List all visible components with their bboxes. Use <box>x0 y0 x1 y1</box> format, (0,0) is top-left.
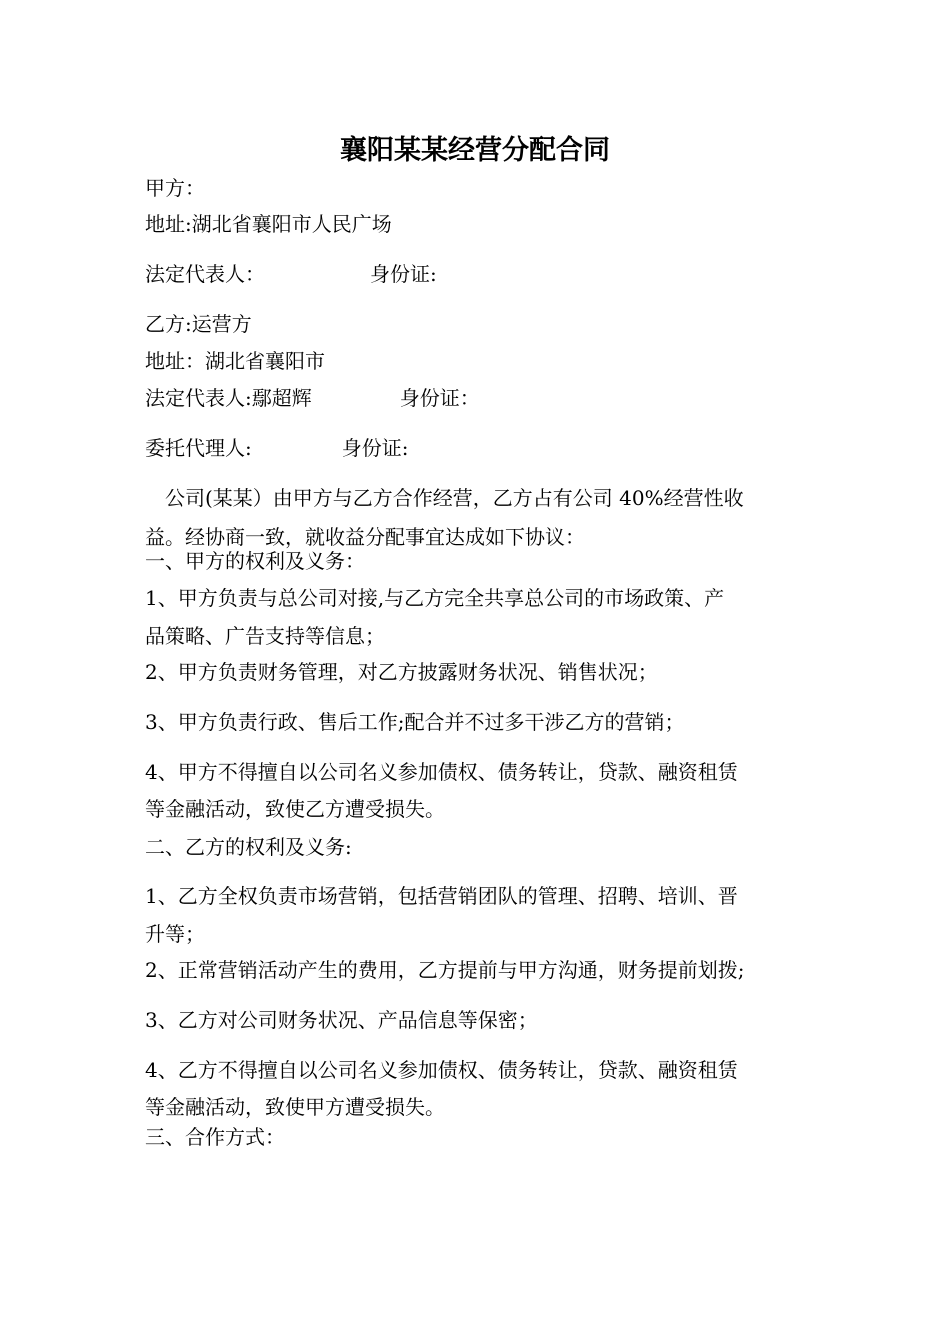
party-b-id-label: 身份证： <box>399 386 480 410</box>
party-b-rep-label: 法定代表人:鄢超辉 <box>145 386 312 410</box>
party-b-agent-line <box>145 435 409 461</box>
section2-item-2: 2、正常营销活动产生的费用，乙方提前与甲方沟通，财务提前划拨; <box>145 958 745 982</box>
section1-item-4-line-2: 等金融活动，致使乙方遭受损失。 <box>145 797 445 821</box>
section1-item-1-line-1: 1、甲方负责与总公司对接,与乙方完全共享总公司的市场政策、产 <box>145 586 725 610</box>
section1-item-4-line-1: 4、甲方不得擅自以公司名义参加债权、债务转让，贷款、融资租赁 <box>145 760 738 784</box>
party-b-label: 乙方:运营方 <box>145 312 252 336</box>
section2-heading: 二、乙方的权利及义务: <box>145 835 352 859</box>
section1-heading: 一、甲方的权利及义务： <box>145 549 365 573</box>
section1-item-3: 3、甲方负责行政、售后工作;配合并不过多干涉乙方的营销； <box>145 710 685 734</box>
party-b-agent-label: 委托代理人: <box>145 436 252 460</box>
contract-title: 襄阳某某经营分配合同 <box>340 135 610 166</box>
intro-line-2: 益。经协商一致，就收益分配事宜达成如下协议： <box>145 525 585 549</box>
section2-item-4-line-2: 等金融活动，致使甲方遭受损失。 <box>145 1095 445 1119</box>
party-a-rep-line <box>145 261 437 287</box>
section2-item-1-line-2: 升等； <box>145 922 205 946</box>
intro-line-1: 公司(某某）由甲方与乙方合作经营，乙方占有公司 40%经营性收 <box>165 486 744 510</box>
party-b-address: 地址：湖北省襄阳市 <box>145 349 325 373</box>
party-a-id-label: 身份证: <box>370 262 437 286</box>
section1-item-1-line-2: 品策略、广告支持等信息； <box>145 624 385 648</box>
party-a-rep-label: 法定代表人： <box>145 262 265 286</box>
section2-item-1-line-1: 1、乙方全权负责市场营销，包括营销团队的管理、招聘、培训、晋 <box>145 884 738 908</box>
party-b-rep-line <box>145 385 480 411</box>
section2-item-3: 3、乙方对公司财务状况、产品信息等保密； <box>145 1008 538 1032</box>
party-a-address: 地址:湖北省襄阳市人民广场 <box>145 212 392 236</box>
party-a-label: 甲方： <box>145 176 205 200</box>
section2-item-4-line-1: 4、乙方不得擅自以公司名义参加债权、债务转让，贷款、融资租赁 <box>145 1058 738 1082</box>
section3-heading: 三、合作方式： <box>145 1125 285 1149</box>
section1-item-2: 2、甲方负责财务管理，对乙方披露财务状况、销售状况； <box>145 660 658 684</box>
party-b-agent-id-label: 身份证: <box>341 436 409 460</box>
